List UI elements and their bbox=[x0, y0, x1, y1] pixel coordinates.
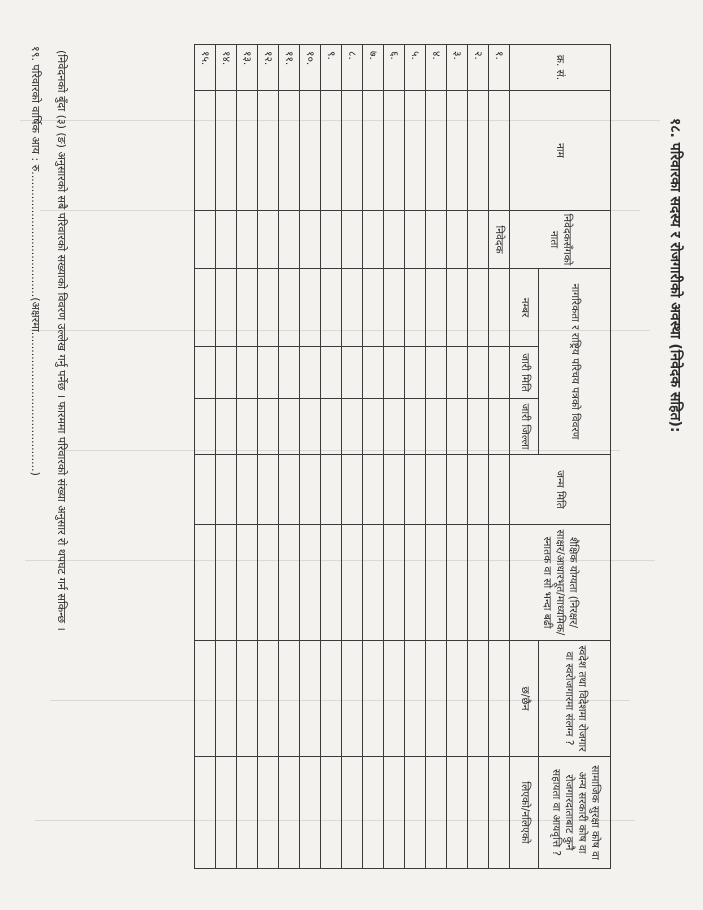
cell-edu[interactable] bbox=[468, 525, 489, 641]
cell-issue_district[interactable] bbox=[384, 399, 405, 455]
cell-relation[interactable] bbox=[237, 211, 258, 269]
cell-issue_date[interactable] bbox=[489, 347, 510, 399]
cell-cit_no[interactable] bbox=[384, 269, 405, 347]
cell-issue_district[interactable] bbox=[258, 399, 279, 455]
cell-benefit[interactable] bbox=[468, 757, 489, 869]
header-benefit: सामाजिक सुरक्षा कोष वा अन्य सरकारी कोष वा रोजगारदाताबाट कुनै सहायता वा आयवृत्ति ? bbox=[539, 757, 611, 869]
cell-benefit[interactable] bbox=[363, 757, 384, 869]
cell-relation[interactable] bbox=[447, 211, 468, 269]
table-row bbox=[489, 45, 510, 869]
cell-relation[interactable] bbox=[216, 211, 237, 269]
cell-issue_date[interactable] bbox=[342, 347, 363, 399]
row-number: १४. bbox=[216, 45, 237, 91]
header-name: नाम bbox=[510, 91, 611, 211]
cell-name[interactable] bbox=[426, 91, 447, 211]
cell-issue_district[interactable] bbox=[468, 399, 489, 455]
header-row-1 bbox=[539, 45, 611, 869]
cell-benefit[interactable] bbox=[258, 757, 279, 869]
income-words-blank[interactable]: ........................................) bbox=[29, 331, 42, 476]
cell-birth[interactable] bbox=[468, 455, 489, 525]
cell-relation[interactable] bbox=[321, 211, 342, 269]
cell-birth[interactable] bbox=[489, 455, 510, 525]
cell-edu[interactable] bbox=[195, 525, 216, 641]
cell-birth[interactable] bbox=[258, 455, 279, 525]
row-number: ६. bbox=[384, 45, 405, 91]
cell-cit_no[interactable] bbox=[279, 269, 300, 347]
cell-issue_date[interactable] bbox=[321, 347, 342, 399]
cell-emp[interactable] bbox=[426, 641, 447, 757]
header-relation: निवेदकसँगको नाता bbox=[510, 211, 611, 269]
table-row bbox=[258, 45, 279, 869]
table-row bbox=[300, 45, 321, 869]
cell-relation[interactable] bbox=[468, 211, 489, 269]
cell-birth[interactable] bbox=[279, 455, 300, 525]
cell-name[interactable] bbox=[216, 91, 237, 211]
cell-edu[interactable] bbox=[258, 525, 279, 641]
cell-birth[interactable] bbox=[342, 455, 363, 525]
cell-birth[interactable] bbox=[321, 455, 342, 525]
cell-cit_no[interactable] bbox=[447, 269, 468, 347]
cell-benefit[interactable] bbox=[321, 757, 342, 869]
cell-name[interactable] bbox=[468, 91, 489, 211]
table-row bbox=[405, 45, 426, 869]
cell-benefit[interactable] bbox=[447, 757, 468, 869]
cell-name[interactable] bbox=[363, 91, 384, 211]
row-number: १३. bbox=[237, 45, 258, 91]
cell-name[interactable] bbox=[300, 91, 321, 211]
header-issue-district: जारी जिल्ला bbox=[510, 399, 539, 455]
cell-cit_no[interactable] bbox=[216, 269, 237, 347]
cell-birth[interactable] bbox=[216, 455, 237, 525]
cell-name[interactable] bbox=[405, 91, 426, 211]
annual-income-line bbox=[28, 46, 43, 476]
cell-issue_date[interactable] bbox=[363, 347, 384, 399]
cell-edu[interactable] bbox=[405, 525, 426, 641]
cell-birth[interactable] bbox=[195, 455, 216, 525]
table-row bbox=[321, 45, 342, 869]
cell-issue_district[interactable] bbox=[342, 399, 363, 455]
header-employment: स्वदेश तथा विदेशमा रोजगार वा स्वरोजगारमा संलग्न ? bbox=[539, 641, 611, 757]
section-title: १८. परिवारका सदस्य र रोजगारीको अवस्था (निवेदक सहित): bbox=[667, 118, 683, 433]
table-row bbox=[426, 45, 447, 869]
cell-benefit[interactable] bbox=[195, 757, 216, 869]
table-row bbox=[384, 45, 405, 869]
cell-issue_date[interactable] bbox=[426, 347, 447, 399]
row-number: ४. bbox=[426, 45, 447, 91]
cell-emp[interactable] bbox=[342, 641, 363, 757]
cell-name[interactable] bbox=[237, 91, 258, 211]
cell-benefit[interactable] bbox=[384, 757, 405, 869]
table-row bbox=[195, 45, 216, 869]
cell-emp[interactable] bbox=[258, 641, 279, 757]
header-citizenship-no: नम्बर bbox=[510, 269, 539, 347]
cell-benefit[interactable] bbox=[216, 757, 237, 869]
cell-relation[interactable] bbox=[258, 211, 279, 269]
cell-issue_date[interactable] bbox=[300, 347, 321, 399]
cell-emp[interactable] bbox=[405, 641, 426, 757]
cell-issue_date[interactable] bbox=[237, 347, 258, 399]
cell-name[interactable] bbox=[447, 91, 468, 211]
cell-cit_no[interactable] bbox=[489, 269, 510, 347]
cell-emp[interactable] bbox=[363, 641, 384, 757]
table-body bbox=[195, 45, 510, 869]
cell-cit_no[interactable] bbox=[405, 269, 426, 347]
cell-issue_date[interactable] bbox=[405, 347, 426, 399]
cell-edu[interactable] bbox=[321, 525, 342, 641]
table-row bbox=[447, 45, 468, 869]
cell-issue_date[interactable] bbox=[384, 347, 405, 399]
cell-name[interactable] bbox=[279, 91, 300, 211]
cell-issue_date[interactable] bbox=[447, 347, 468, 399]
family-members-table bbox=[194, 44, 611, 869]
row-number: ८. bbox=[342, 45, 363, 91]
cell-cit_no[interactable] bbox=[321, 269, 342, 347]
cell-relation[interactable] bbox=[279, 211, 300, 269]
cell-edu[interactable] bbox=[237, 525, 258, 641]
cell-benefit[interactable] bbox=[405, 757, 426, 869]
cell-emp[interactable] bbox=[468, 641, 489, 757]
relation-cell: निवेदक bbox=[489, 211, 510, 269]
header-employment-sub: छ/छैन bbox=[510, 641, 539, 757]
income-amount-blank[interactable]: ................................... bbox=[29, 174, 42, 298]
cell-emp[interactable] bbox=[195, 641, 216, 757]
header-birth-date: जन्म मिति bbox=[510, 455, 611, 525]
cell-birth[interactable] bbox=[426, 455, 447, 525]
cell-emp[interactable] bbox=[279, 641, 300, 757]
cell-relation[interactable] bbox=[405, 211, 426, 269]
cell-name[interactable] bbox=[258, 91, 279, 211]
header-sn: क्र. सं. bbox=[510, 45, 611, 91]
cell-edu[interactable] bbox=[384, 525, 405, 641]
cell-emp[interactable] bbox=[384, 641, 405, 757]
table-row bbox=[363, 45, 384, 869]
cell-issue_date[interactable] bbox=[258, 347, 279, 399]
cell-name[interactable] bbox=[384, 91, 405, 211]
cell-issue_district[interactable] bbox=[405, 399, 426, 455]
cell-edu[interactable] bbox=[279, 525, 300, 641]
row-number: १२. bbox=[258, 45, 279, 91]
cell-issue_date[interactable] bbox=[195, 347, 216, 399]
cell-benefit[interactable] bbox=[342, 757, 363, 869]
cell-edu[interactable] bbox=[447, 525, 468, 641]
cell-emp[interactable] bbox=[489, 641, 510, 757]
cell-cit_no[interactable] bbox=[342, 269, 363, 347]
cell-issue_date[interactable] bbox=[216, 347, 237, 399]
cell-issue_date[interactable] bbox=[279, 347, 300, 399]
cell-edu[interactable] bbox=[216, 525, 237, 641]
cell-cit_no[interactable] bbox=[363, 269, 384, 347]
cell-name[interactable] bbox=[321, 91, 342, 211]
cell-relation[interactable] bbox=[426, 211, 447, 269]
cell-birth[interactable] bbox=[405, 455, 426, 525]
cell-name[interactable] bbox=[342, 91, 363, 211]
table-row bbox=[237, 45, 258, 869]
cell-birth[interactable] bbox=[363, 455, 384, 525]
cell-emp[interactable] bbox=[300, 641, 321, 757]
cell-edu[interactable] bbox=[489, 525, 510, 641]
cell-benefit[interactable] bbox=[237, 757, 258, 869]
cell-issue_district[interactable] bbox=[300, 399, 321, 455]
cell-name[interactable] bbox=[195, 91, 216, 211]
cell-benefit[interactable] bbox=[300, 757, 321, 869]
header-benefit-sub: लिएको/नलिएको bbox=[510, 757, 539, 869]
cell-name[interactable] bbox=[489, 91, 510, 211]
cell-issue_district[interactable] bbox=[195, 399, 216, 455]
cell-benefit[interactable] bbox=[426, 757, 447, 869]
cell-cit_no[interactable] bbox=[468, 269, 489, 347]
cell-cit_no[interactable] bbox=[195, 269, 216, 347]
row-number: ११. bbox=[279, 45, 300, 91]
cell-relation[interactable] bbox=[363, 211, 384, 269]
cell-emp[interactable] bbox=[216, 641, 237, 757]
cell-relation[interactable] bbox=[300, 211, 321, 269]
cell-issue_district[interactable] bbox=[426, 399, 447, 455]
row-number: १. bbox=[489, 45, 510, 91]
row-number: ९. bbox=[321, 45, 342, 91]
cell-cit_no[interactable] bbox=[426, 269, 447, 347]
row-number: १०. bbox=[300, 45, 321, 91]
cell-edu[interactable] bbox=[426, 525, 447, 641]
income-label: १९. परिवारको वार्षिक आय : रु. bbox=[29, 46, 42, 175]
row-number: ५. bbox=[405, 45, 426, 91]
cell-benefit[interactable] bbox=[279, 757, 300, 869]
cell-birth[interactable] bbox=[384, 455, 405, 525]
table-row bbox=[468, 45, 489, 869]
cell-issue_district[interactable] bbox=[363, 399, 384, 455]
cell-emp[interactable] bbox=[447, 641, 468, 757]
cell-issue_district[interactable] bbox=[237, 399, 258, 455]
footnote: (निवेदनको बुँदा (३) (ङ) अनुसारको सबै परिवारको सख्याको विवरण उल्लेख गर्नु पर्नेछ । फारममा परिवारको संख्या अनुसार रो थपघट गर्न सकिन्छ । bbox=[55, 50, 68, 631]
cell-issue_district[interactable] bbox=[447, 399, 468, 455]
cell-emp[interactable] bbox=[321, 641, 342, 757]
cell-birth[interactable] bbox=[237, 455, 258, 525]
income-words-label: (अक्षरमा bbox=[29, 297, 42, 332]
cell-edu[interactable] bbox=[342, 525, 363, 641]
cell-benefit[interactable] bbox=[489, 757, 510, 869]
table-row bbox=[216, 45, 237, 869]
cell-cit_no[interactable] bbox=[300, 269, 321, 347]
cell-relation[interactable] bbox=[384, 211, 405, 269]
cell-relation[interactable] bbox=[195, 211, 216, 269]
header-issue-date: जारी मिति bbox=[510, 347, 539, 399]
cell-cit_no[interactable] bbox=[258, 269, 279, 347]
table-row bbox=[279, 45, 300, 869]
row-number: २. bbox=[468, 45, 489, 91]
cell-issue_district[interactable] bbox=[279, 399, 300, 455]
cell-edu[interactable] bbox=[363, 525, 384, 641]
header-education: शैक्षिक योग्यता (निरक्षर/साक्षर/आधारभूत/माध्यमिक/स्नातक वा सो भन्दा बढी bbox=[510, 525, 611, 641]
row-number: १५. bbox=[195, 45, 216, 91]
cell-edu[interactable] bbox=[300, 525, 321, 641]
cell-birth[interactable] bbox=[447, 455, 468, 525]
cell-cit_no[interactable] bbox=[237, 269, 258, 347]
cell-issue_district[interactable] bbox=[489, 399, 510, 455]
table-row bbox=[342, 45, 363, 869]
row-number: ३. bbox=[447, 45, 468, 91]
row-number: ७. bbox=[363, 45, 384, 91]
header-citizenship-group: नागरिकता र राष्ट्रिय परिचय पत्रको विवरण bbox=[539, 269, 611, 455]
cell-emp[interactable] bbox=[237, 641, 258, 757]
cell-issue_district[interactable] bbox=[321, 399, 342, 455]
cell-issue_date[interactable] bbox=[468, 347, 489, 399]
cell-birth[interactable] bbox=[300, 455, 321, 525]
cell-relation[interactable] bbox=[342, 211, 363, 269]
cell-issue_district[interactable] bbox=[216, 399, 237, 455]
